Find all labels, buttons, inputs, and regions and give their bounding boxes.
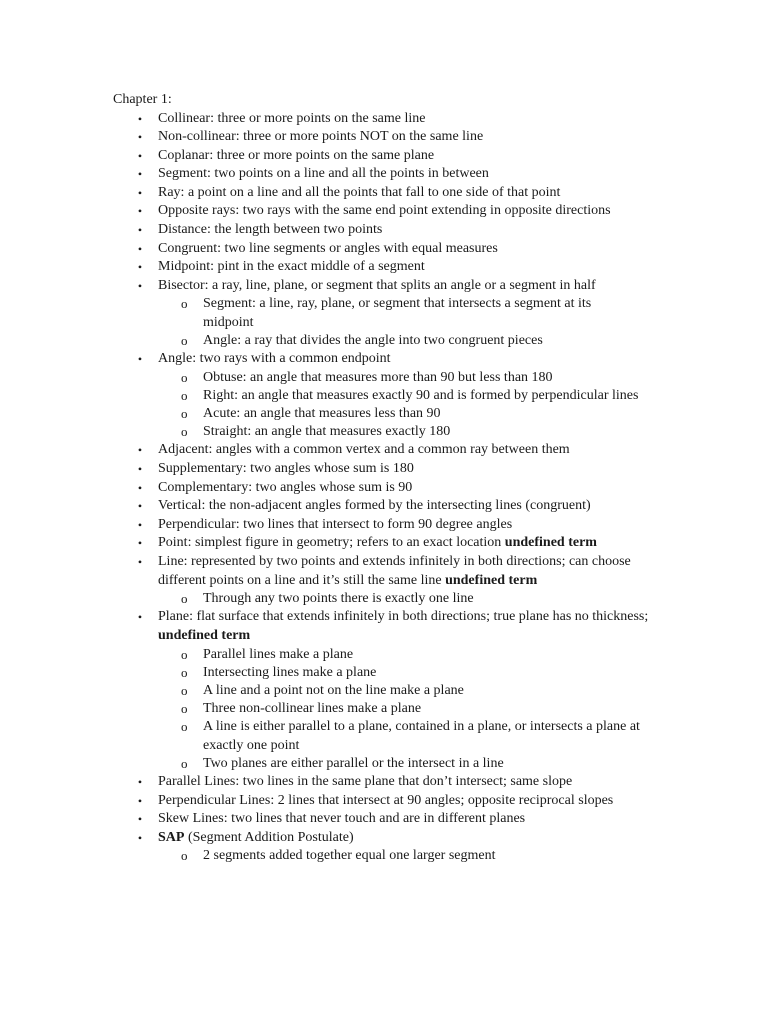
bullet-icon: • — [137, 260, 143, 275]
list-item — [137, 147, 658, 166]
sub-list-item — [181, 295, 643, 331]
sub-list-item — [181, 423, 643, 441]
list-item — [137, 441, 658, 460]
item-text: Bisector: a ray, line, plane, or segment that splits an angle or a segment in half — [158, 277, 596, 293]
list-item — [137, 829, 658, 866]
circle-bullet-icon: o — [181, 387, 188, 403]
sub-list — [158, 847, 643, 865]
list-item — [137, 202, 658, 221]
list-item — [137, 608, 658, 773]
list-item — [137, 810, 658, 829]
undefined-term-label: undefined term — [504, 535, 597, 551]
sub-item-text: Three non-collinear lines make a plane — [203, 701, 422, 717]
sub-item-text: Right: an angle that measures exactly 90 and is formed by perpendicular lines — [203, 387, 639, 403]
item-text: Angle: two rays with a common endpoint — [158, 351, 391, 367]
sub-list — [158, 369, 643, 442]
sub-list-item — [181, 590, 643, 608]
undefined-term-label: undefined term — [445, 572, 538, 588]
circle-bullet-icon: o — [181, 591, 188, 607]
bullet-icon: • — [137, 555, 143, 570]
item-text: Skew Lines: two lines that never touch and are in different planes — [158, 811, 526, 827]
sub-item-text: Two planes are either parallel or the intersect in a line — [203, 755, 504, 771]
item-text: Point: simplest figure in geometry; refers to an exact location — [158, 535, 502, 551]
item-text: Non-collinear: three or more points NOT on the same line — [158, 129, 484, 145]
bullet-icon: • — [137, 130, 143, 145]
bullet-icon: • — [137, 610, 143, 625]
circle-bullet-icon: o — [181, 701, 188, 717]
item-text: Parallel Lines: two lines in the same plane that don’t intersect; same slope — [158, 774, 573, 790]
circle-bullet-icon: o — [181, 332, 188, 348]
bullet-icon: • — [137, 204, 143, 219]
item-text: Perpendicular Lines: 2 lines that intersect at 90 angles; opposite reciprocal slopes — [158, 792, 614, 808]
bullet-icon: • — [137, 443, 143, 458]
sub-item-text: Obtuse: an angle that measures more than 90 but less than 180 — [203, 369, 553, 385]
item-text: Line: represented by two points and extends infinitely in both directions; can choose different points on a line and it’s still the same line — [158, 554, 631, 588]
sub-item-text: A line and a point not on the line make a plane — [203, 683, 464, 698]
circle-bullet-icon: o — [181, 664, 188, 680]
notes-list — [137, 110, 658, 866]
bullet-icon: • — [137, 499, 143, 514]
list-item — [137, 792, 658, 811]
sub-item-text: Parallel lines make a plane — [203, 646, 354, 662]
bullet-icon: • — [137, 812, 143, 827]
list-item — [137, 240, 658, 259]
bullet-icon: • — [137, 167, 143, 182]
circle-bullet-icon: o — [181, 424, 188, 440]
bullet-icon: • — [137, 185, 143, 200]
circle-bullet-icon: o — [181, 369, 188, 385]
item-text: Ray: a point on a line and all the points that fall to one side of that point — [158, 184, 561, 200]
list-item — [137, 497, 658, 516]
bullet-icon: • — [137, 352, 143, 367]
sub-list — [158, 646, 643, 773]
list-item — [137, 165, 658, 184]
circle-bullet-icon: o — [181, 406, 188, 422]
circle-bullet-icon: o — [181, 296, 188, 312]
item-text: Midpoint: pint in the exact middle of a segment — [158, 259, 425, 275]
sub-list — [158, 590, 643, 608]
item-text: Coplanar: three or more points on the same plane — [158, 147, 435, 163]
sub-list — [158, 295, 643, 350]
circle-bullet-icon: o — [181, 848, 188, 864]
item-text: Supplementary: two angles whose sum is 180 — [158, 461, 414, 477]
bullet-icon: • — [137, 793, 143, 808]
chapter-heading: Chapter 1: — [113, 92, 172, 107]
bullet-icon: • — [137, 462, 143, 477]
sub-item-text: Segment: a line, ray, plane, or segment that intersects a segment at its midpoint — [203, 296, 592, 330]
list-item — [137, 221, 658, 240]
list-item — [137, 534, 658, 553]
sub-list-item — [181, 332, 643, 350]
item-text: Vertical: the non-adjacent angles formed by the intersecting lines (congruent) — [158, 498, 591, 514]
bullet-icon: • — [137, 536, 143, 551]
sub-item-text: Intersecting lines make a plane — [203, 664, 377, 680]
sub-item-text: Angle: a ray that divides the angle into two congruent pieces — [203, 332, 543, 348]
circle-bullet-icon: o — [181, 683, 188, 698]
item-text: Congruent: two line segments or angles with equal measures — [158, 240, 498, 256]
circle-bullet-icon: o — [181, 755, 188, 771]
sub-item-text: Straight: an angle that measures exactly 180 — [203, 424, 451, 440]
sub-list-item — [181, 405, 643, 423]
sub-list-item — [181, 700, 643, 718]
bullet-icon: • — [137, 517, 143, 532]
sub-item-text: 2 segments added together equal one larger segment — [203, 848, 496, 864]
list-item — [137, 516, 658, 535]
list-item — [137, 258, 658, 277]
item-text: Opposite rays: two rays with the same end point extending in opposite directions — [158, 203, 611, 219]
sub-item-text: Through any two points there is exactly one line — [203, 591, 474, 607]
sub-list-item — [181, 682, 643, 700]
item-text: Adjacent: angles with a common vertex and a common ray between them — [158, 442, 570, 458]
list-item — [137, 773, 658, 792]
list-item — [137, 479, 658, 498]
sub-list-item — [181, 646, 643, 664]
list-item — [137, 184, 658, 203]
item-text: Segment: two points on a line and all the points in between — [158, 166, 489, 182]
bullet-icon: • — [137, 241, 143, 256]
sub-list-item — [181, 369, 643, 387]
list-item — [137, 277, 658, 350]
sub-item-text: Acute: an angle that measures less than 90 — [203, 406, 441, 422]
sub-list-item — [181, 387, 643, 405]
bullet-icon: • — [137, 223, 143, 238]
sub-item-text: A line is either parallel to a plane, contained in a plane, or intersects a plane at exactly one point — [203, 719, 640, 753]
list-item — [137, 350, 658, 441]
bullet-icon: • — [137, 278, 143, 293]
list-item — [137, 128, 658, 147]
item-text: Perpendicular: two lines that intersect to form 90 degree angles — [158, 516, 513, 532]
item-text: Plane: flat surface that extends infinitely in both directions; true plane has no thickness; — [158, 609, 649, 625]
sub-list-item — [181, 664, 643, 682]
bullet-icon: • — [137, 830, 143, 845]
item-text: (Segment Addition Postulate) — [187, 829, 354, 845]
bullet-icon: • — [137, 775, 143, 790]
list-item — [137, 553, 658, 608]
circle-bullet-icon: o — [181, 719, 188, 735]
sub-list-item — [181, 755, 643, 773]
list-item — [137, 110, 658, 129]
sub-list-item — [181, 718, 643, 754]
item-text: Distance: the length between two points — [158, 222, 383, 238]
circle-bullet-icon: o — [181, 646, 188, 662]
bullet-icon: • — [137, 148, 143, 163]
bullet-icon: • — [137, 111, 143, 126]
sub-list-item — [181, 847, 643, 865]
undefined-term-label: undefined term — [158, 628, 251, 643]
bullet-icon: • — [137, 480, 143, 495]
item-text: Complementary: two angles whose sum is 90 — [158, 479, 413, 495]
item-text: Collinear: three or more points on the same line — [158, 110, 426, 126]
item-term: SAP — [158, 829, 185, 845]
list-item — [137, 460, 658, 479]
